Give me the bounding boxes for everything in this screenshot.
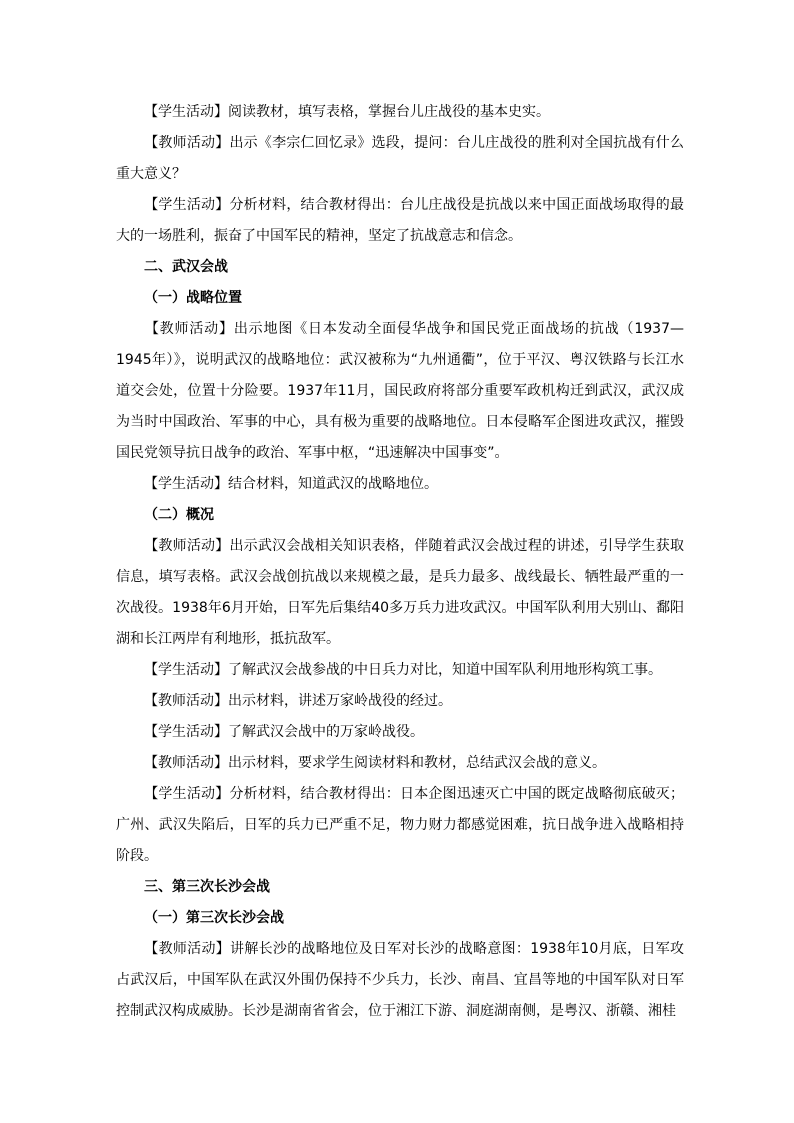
paragraph-7: 【学生活动】了解武汉会战参战的中日兵力对比，知道中国军队利用地形构筑工事。 — [144, 662, 662, 678]
paragraph-4: 【教师活动】出示地图《日本发动全面侵华战争和国民党正面战场的抗战（1937—1945年）》，说明武汉的战略地位：武汉被称为“九州通衢”，位于平汉、粤汉铁路与长江水道交会处，位置十分险要。1937年11月，国民政府将部分重要军政机构迁到武汉，武汉成为当时中国政治、军事的中心，具有极为重要的战略地位。日本侵略军企图进攻武汉，摧毁国民党领导抗日战争的政治、军事中枢，“迅速解决中国事变”。 — [116, 321, 684, 461]
paragraph-12: 【教师活动】讲解长沙的战略地位及日军对长沙的战略意图：1938年10月底，日军攻占武汉后，中国军队在武汉外围仍保持不少兵力，长沙、南昌、宜昌等地的中国军队对日军控制武汉构成威胁。长沙是湖南省省会，位于湘江下游、洞庭湖南侧，是粤汉、浙赣、湘桂 — [116, 941, 684, 1019]
paragraph-3: 【学生活动】分析材料，结合教材得出：台儿庄战役是抗战以来中国正面战场取得的最大的一场胜利，振奋了中国军民的精神，坚定了抗战意志和信念。 — [116, 197, 684, 244]
paragraph-1: 【学生活动】阅读教材，填写表格，掌握台儿庄战役的基本史实。 — [144, 104, 550, 120]
paragraph-5: 【学生活动】结合材料，知道武汉的战略地位。 — [144, 476, 438, 492]
subsection-heading-third-changsha: （一）第三次长沙会战 — [144, 910, 284, 926]
subsection-heading-overview: （二）概况 — [144, 507, 214, 523]
paragraph-10: 【教师活动】出示材料，要求学生阅读材料和教材，总结武汉会战的意义。 — [144, 755, 606, 771]
section-heading-changsha: 三、第三次长沙会战 — [144, 879, 270, 895]
paragraph-9: 【学生活动】了解武汉会战中的万家岭战役。 — [144, 724, 424, 740]
paragraph-11: 【学生活动】分析材料，结合教材得出：日本企图迅速灭亡中国的既定战略彻底破灭；广州、武汉失陷后，日军的兵力已严重不足，物力财力都感觉困难，抗日战争进入战略相持阶段。 — [116, 786, 684, 864]
paragraph-2: 【教师活动】出示《李宗仁回忆录》选段，提问：台儿庄战役的胜利对全国抗战有什么重大意义？ — [116, 135, 684, 182]
section-heading-wuhan: 二、武汉会战 — [144, 259, 228, 275]
paragraph-8: 【教师活动】出示材料，讲述万家岭战役的经过。 — [144, 693, 452, 709]
subsection-heading-strategic-position: （一）战略位置 — [144, 290, 242, 306]
paragraph-6: 【教师活动】出示武汉会战相关知识表格，伴随着武汉会战过程的讲述，引导学生获取信息，填写表格。武汉会战创抗战以来规模之最，是兵力最多、战线最长、牺牲最严重的一次战役。1938年6月开始，日军先后集结40多万兵力进攻武汉。中国军队利用大别山、鄱阳湖和长江两岸有利地形，抵抗敌军。 — [116, 538, 684, 647]
